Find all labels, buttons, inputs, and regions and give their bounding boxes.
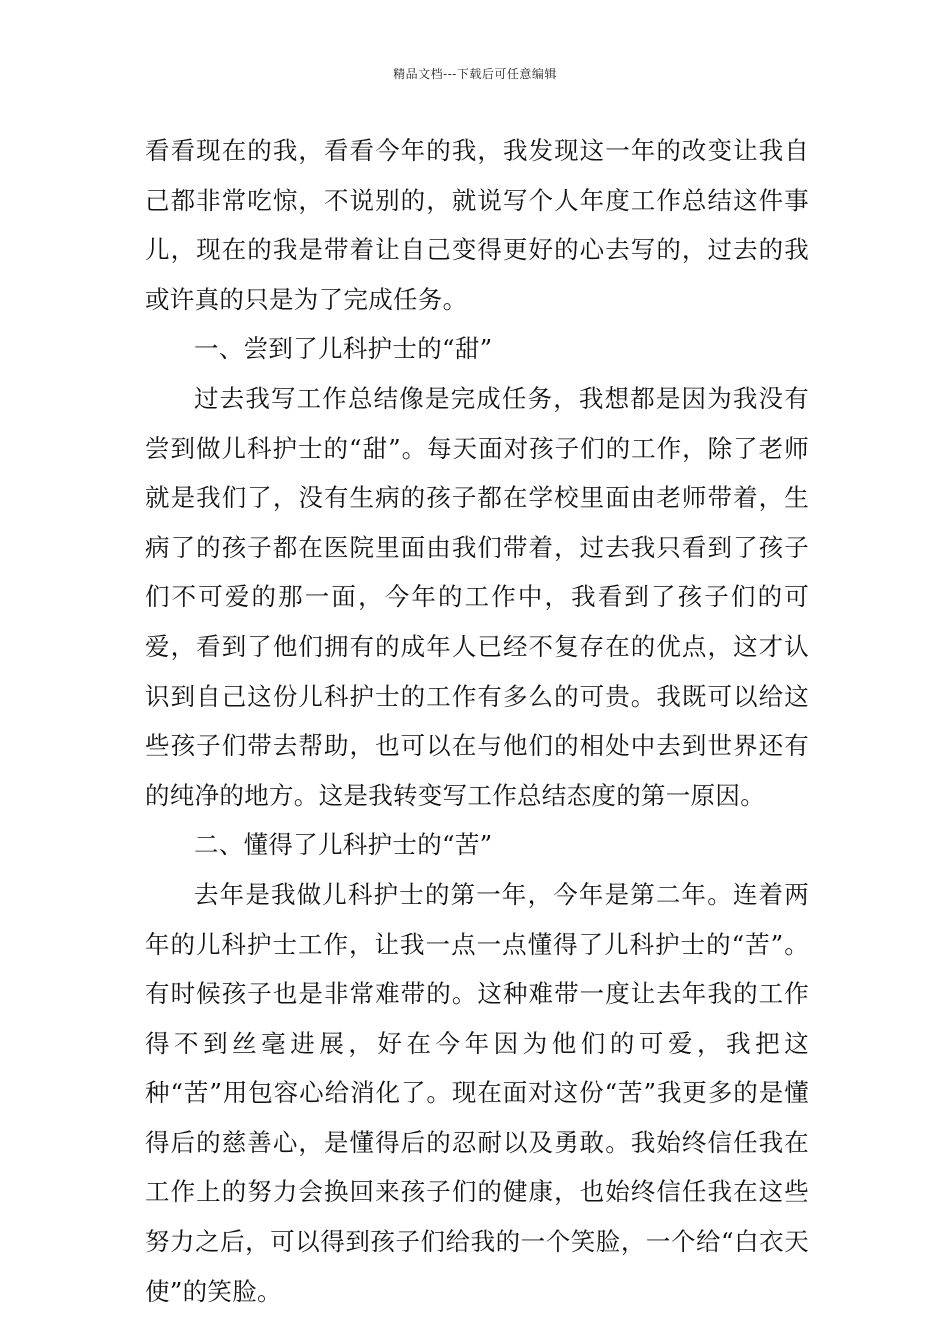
section-heading-2: 二、懂得了儿科护士的“苦” [194,830,493,860]
paragraph-intro: 看看现在的我，看看今年的我，我发现这一年的改变让我自己都非常吃惊，不说别的，就说写个人年度工作总结这件事儿，现在的我是带着让自己变得更好的心去写的，过去的我或许真的只是为了完成任务。 [145,136,809,314]
page-header: 精品文档---下载后可任意编辑 [393,67,557,81]
paragraph-section-1: 过去我写工作总结像是完成任务，我想都是因为我没有尝到做儿科护士的“甜”。每天面对孩子们的工作，除了老师就是我们了，没有生病的孩子都在学校里面由老师带着，生病了的孩子都在医院里面由我们带着，过去我只看到了孩子们不可爱的那一面，今年的工作中，我看到了孩子们的可爱，看到了他们拥有的成年人已经不复存在的优点，这才认识到自己这份儿科护士的工作有多么的可贵。我既可以给这些孩子们带去帮助，也可以在与他们的相处中去到世界还有的纯净的地方。这是我转变写工作总结态度的第一原因。 [145,383,809,810]
document-body [145,126,809,1316]
paragraph-section-2: 去年是我做儿科护士的第一年，今年是第二年。连着两年的儿科护士工作，让我一点一点懂得了儿科护士的“苦”。有时候孩子也是非常难带的。这种难带一度让去年我的工作得不到丝毫进展，好在今年因为他们的可爱，我把这种“苦”用包容心给消化了。现在面对这份“苦”我更多的是懂得后的慈善心，是懂得后的忍耐以及勇敢。我始终信任我在工作上的努力会换回来孩子们的健康，也始终信任我在这些努力之后，可以得到孩子们给我的一个笑脸，一个给“白衣天使”的笑脸。 [145,879,809,1306]
section-heading-1: 一、尝到了儿科护士的“甜” [194,334,493,364]
